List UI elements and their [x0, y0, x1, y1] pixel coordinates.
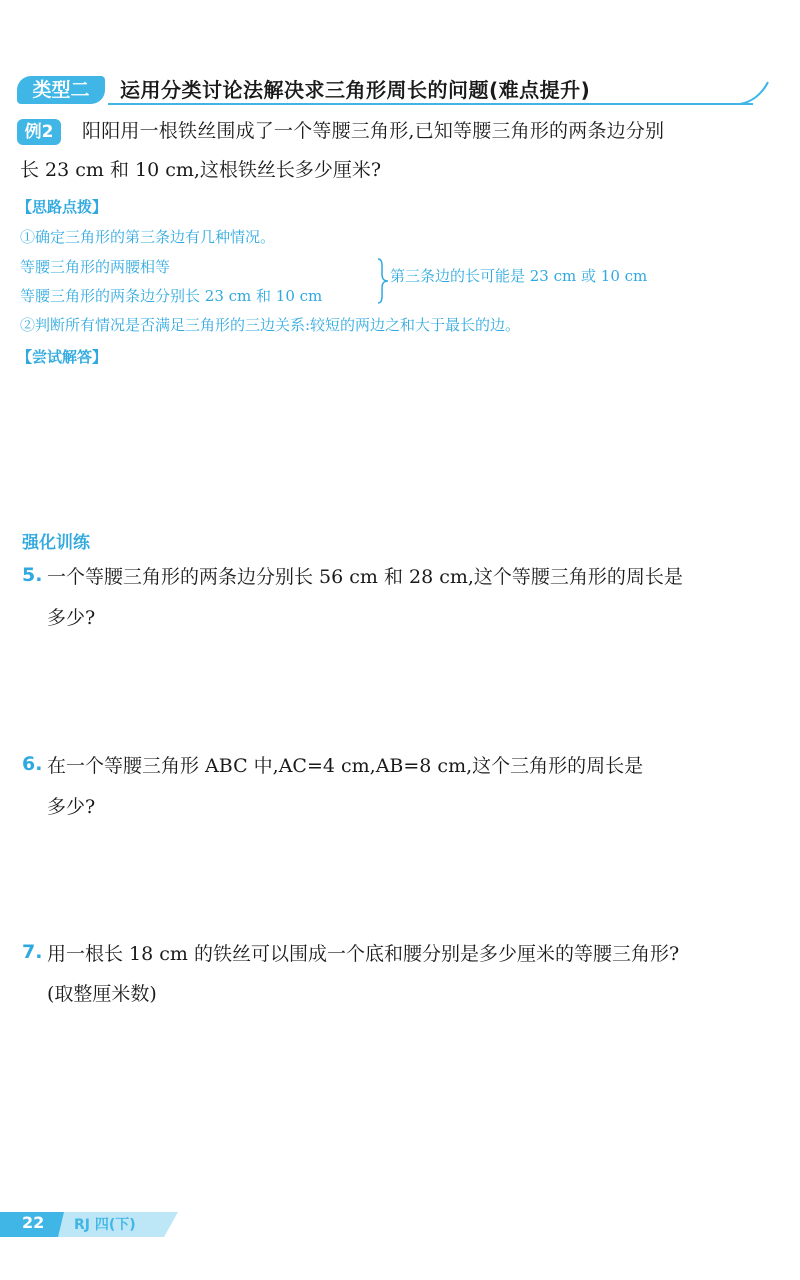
hint-case-b: 等腰三角形的两条边分别长 23 cm 和 10 cm: [20, 287, 323, 305]
section-title: 运用分类讨论法解决求三角形周长的问题(难点提升): [120, 78, 591, 102]
hint-label: 【思路点拨】: [17, 198, 108, 216]
question-5-line-2: 多少?: [47, 607, 96, 629]
header-curve-decoration: [740, 80, 770, 106]
question-5-line-1: 一个等腰三角形的两条边分别长 56 cm 和 28 cm,这个等腰三角形的周长是: [47, 566, 683, 588]
right-brace-icon: [377, 258, 389, 304]
type-badge: 类型二: [17, 76, 105, 104]
question-7-line-2: (取整厘米数): [47, 983, 157, 1005]
question-7-line-1: 用一根长 18 cm 的铁丝可以围成一个底和腰分别是多少厘米的等腰三角形?: [47, 943, 680, 965]
question-7-number: 7.: [22, 941, 43, 963]
edition-label: RJ 四(下): [74, 1217, 136, 1233]
question-6-number: 6.: [22, 753, 43, 775]
header-underline: [108, 103, 753, 105]
hint-case-a: 等腰三角形的两腰相等: [20, 258, 171, 276]
question-6-line-2: 多少?: [47, 796, 96, 818]
hint-step-2: ②判断所有情况是否满足三角形的三边关系:较短的两边之和大于最长的边。: [20, 316, 521, 334]
page-number: 22: [22, 1213, 45, 1232]
hint-step-1: ①确定三角形的第三条边有几种情况。: [20, 228, 276, 246]
example-badge: 例2: [17, 119, 61, 145]
question-5-number: 5.: [22, 564, 43, 586]
example-text-line-2: 长 23 cm 和 10 cm,这根铁丝长多少厘米?: [20, 159, 382, 181]
answer-label: 【尝试解答】: [17, 348, 108, 366]
question-6-line-1: 在一个等腰三角形 ABC 中,AC=4 cm,AB=8 cm,这个三角形的周长是: [47, 755, 644, 777]
hint-conclusion: 第三条边的长可能是 23 cm 或 10 cm: [390, 267, 648, 285]
training-title: 强化训练: [22, 533, 90, 553]
example-text-line-1: 阳阳用一根铁丝围成了一个等腰三角形,已知等腰三角形的两条边分别: [82, 120, 665, 142]
